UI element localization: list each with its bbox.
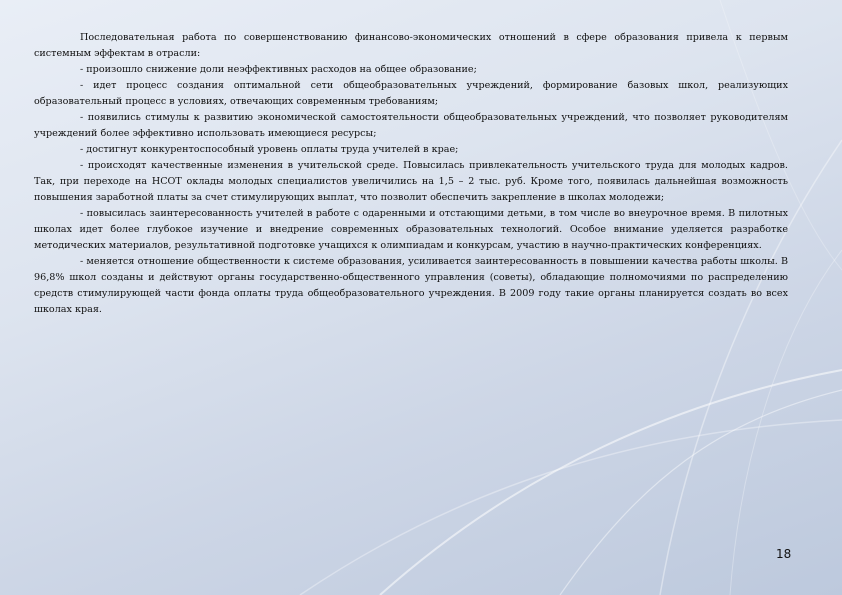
list-item: - меняется отношение общественности к системе образования, усиливается заинтересованность в повышении качества работы школы. В 96,8% школ созданы и действуют органы государственно-общественного управления (советы), обладающие полномочиями по распределению средств стимулирующей части фонда оплаты труда общеобразовательного учреждения. В 2009 году такие органы планируется создать во всех школах края. (34, 256, 788, 315)
list-item: - происходят качественные изменения в учительской среде. Повысилась привлекательность учительского труда для молодых кадров. Так, при переходе на НСОТ оклады молодых специалистов увеличились на 1,5 – 2 тыс. руб. Кроме того, появилась дальнейшая возможность повышения заработной платы за счет стимулирующих выплат, что позволит обеспечить закрепление в школах молодежи; (34, 160, 788, 203)
list-item: - идет процесс создания оптимальной сети общеобразовательных учреждений, формирование базовых школ, реализующих образовательный процесс в условиях, отвечающих современным требованиям; (34, 80, 788, 107)
document-body (34, 30, 788, 318)
list-item: - достигнут конкурентоспособный уровень оплаты труда учителей в крае; (80, 144, 459, 155)
list-item: - появились стимулы к развитию экономической самостоятельности общеобразовательных учреждений, что позволяет руководителям учреждений более эффективно использовать имеющиеся ресурсы; (34, 112, 788, 139)
list-item: - повысилась заинтересованность учителей в работе с одаренными и отстающими детьми, в том числе во внеурочное время. В пилотных школах идет более глубокое изучение и внедрение современных образовательных технологий. Особое внимание уделяется разработке методических материалов, результативной подготовке учащихся к олимпиадам и конкурсам, участию в научно-практических конференциях. (34, 208, 788, 251)
page-number: 18 (776, 547, 792, 561)
list-item: - произошло снижение доли неэффективных расходов на общее образование; (80, 64, 477, 75)
intro-paragraph: Последовательная работа по совершенствованию финансово-экономических отношений в сфере образования привела к первым системным эффектам в отрасли: (34, 32, 788, 59)
